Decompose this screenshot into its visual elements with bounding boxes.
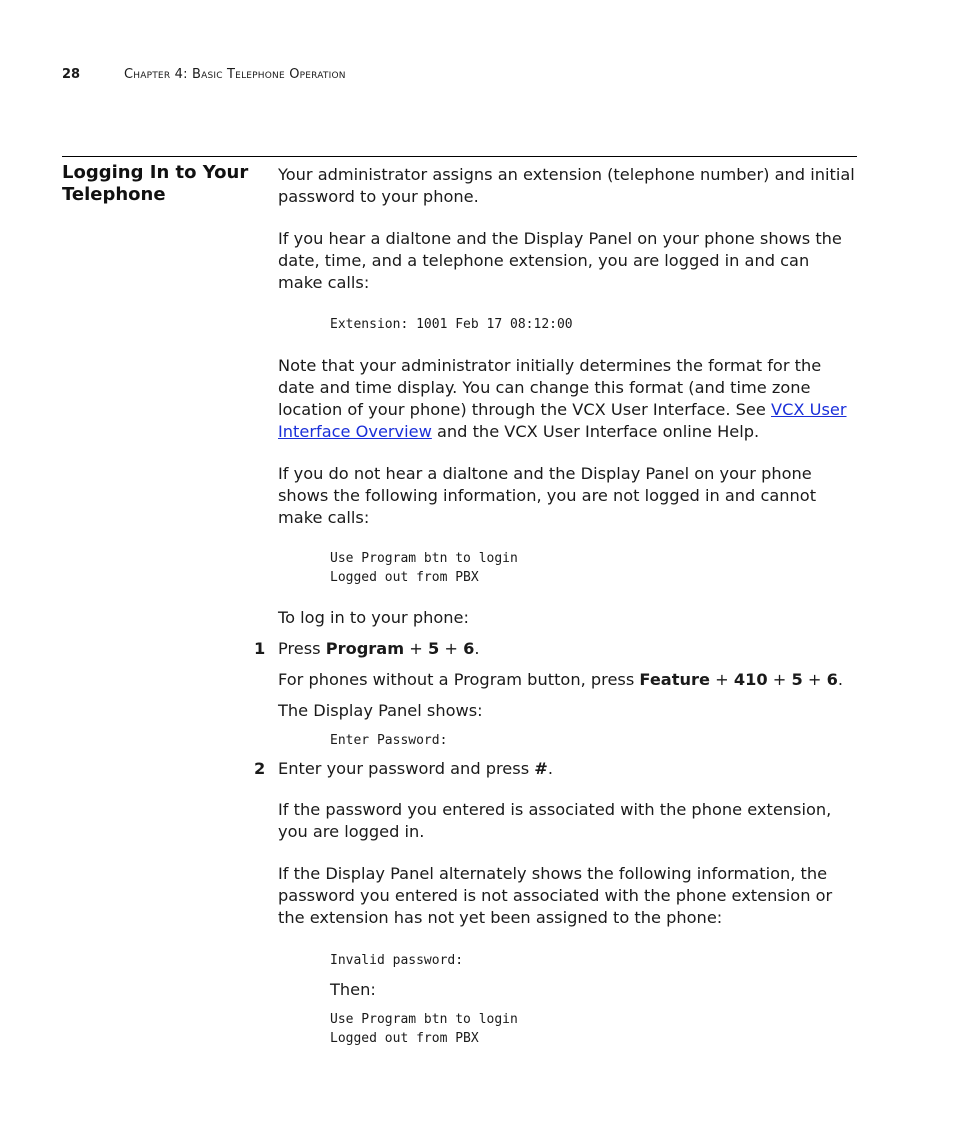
display-enter-password: Enter Password: bbox=[330, 732, 448, 748]
key-410: 410 bbox=[733, 669, 768, 689]
plus-text: + bbox=[802, 669, 827, 689]
step-text: Enter your password and press bbox=[278, 759, 535, 778]
format-note-end: and the VCX User Interface online Help. bbox=[431, 421, 760, 441]
key-6: 6 bbox=[463, 638, 475, 658]
paragraph-dialtone: If you hear a dialtone and the Display Panel on your phone shows the date, time, and a telephone extension, you are logged in and can make calls: bbox=[278, 229, 842, 292]
plus-text: + bbox=[404, 638, 428, 658]
key-hash: # bbox=[534, 759, 548, 778]
step-text: Press bbox=[278, 638, 326, 658]
period-text: . bbox=[547, 759, 554, 778]
paragraph-invalid: If the Display Panel alternately shows the following information, the password you entered is not associated with the phone extension or the extension has not yet been assigned to the phone: bbox=[278, 864, 833, 927]
section-heading: Logging In to Your Telephone bbox=[62, 162, 249, 205]
display-line: Logged out from PBX bbox=[330, 570, 479, 585]
period-text: . bbox=[837, 669, 844, 689]
key-feature: Feature bbox=[639, 669, 710, 689]
plus-text: + bbox=[767, 669, 792, 689]
key-5: 5 bbox=[791, 669, 803, 689]
paragraph-display-shows: The Display Panel shows: bbox=[278, 700, 483, 720]
display-extension: Extension: 1001 Feb 17 08:12:00 bbox=[330, 317, 573, 332]
paragraph-not-logged-in: If you do not hear a dialtone and the Display Panel on your phone shows the following information, you are not logged in and cannot make calls: bbox=[278, 463, 817, 527]
step-1 bbox=[254, 638, 856, 660]
format-note-text: Note that your administrator initially determines the format for the date and time display. You can change this format (and time zone location of your phone) through the VCX User Interface. See bbox=[278, 355, 822, 419]
step-1-alternative bbox=[278, 669, 856, 691]
section-divider bbox=[62, 156, 857, 157]
key-5: 5 bbox=[427, 638, 440, 658]
display-logged-out-again bbox=[278, 1010, 856, 1049]
then-label: Then: bbox=[330, 979, 376, 999]
paragraph-intro: Your administrator assigns an extension (telephone number) and initial password to your phone. bbox=[278, 165, 855, 206]
paragraph-login-intro: To log in to your phone: bbox=[278, 607, 469, 627]
paragraph-format-note bbox=[278, 355, 856, 443]
display-line: Logged out from PBX bbox=[330, 1031, 479, 1046]
step-text: For phones without a Program button, press bbox=[278, 669, 640, 689]
plus-text: + bbox=[439, 638, 464, 658]
chapter-title: Chapter 4: Basic Telephone Operation bbox=[124, 67, 346, 82]
display-line: Use Program btn to login bbox=[330, 1011, 518, 1027]
key-program: Program bbox=[325, 638, 405, 658]
key-6: 6 bbox=[826, 669, 838, 689]
section-body bbox=[254, 164, 856, 1049]
step-number: 1 bbox=[254, 638, 266, 658]
display-invalid-password: Invalid password: bbox=[330, 953, 464, 968]
display-logged-out bbox=[278, 549, 856, 588]
period-text: . bbox=[474, 638, 480, 658]
page-header bbox=[62, 67, 346, 82]
page-number: 28 bbox=[62, 67, 81, 82]
plus-text: + bbox=[709, 669, 734, 689]
vcx-overview-link[interactable]: VCX User Interface Overview bbox=[278, 399, 847, 441]
step-number: 2 bbox=[254, 759, 266, 778]
display-line: Use Program btn to login bbox=[330, 550, 518, 566]
paragraph-logged-in: If the password you entered is associated with the phone extension, you are logged in. bbox=[278, 800, 832, 841]
step-2 bbox=[254, 758, 856, 780]
